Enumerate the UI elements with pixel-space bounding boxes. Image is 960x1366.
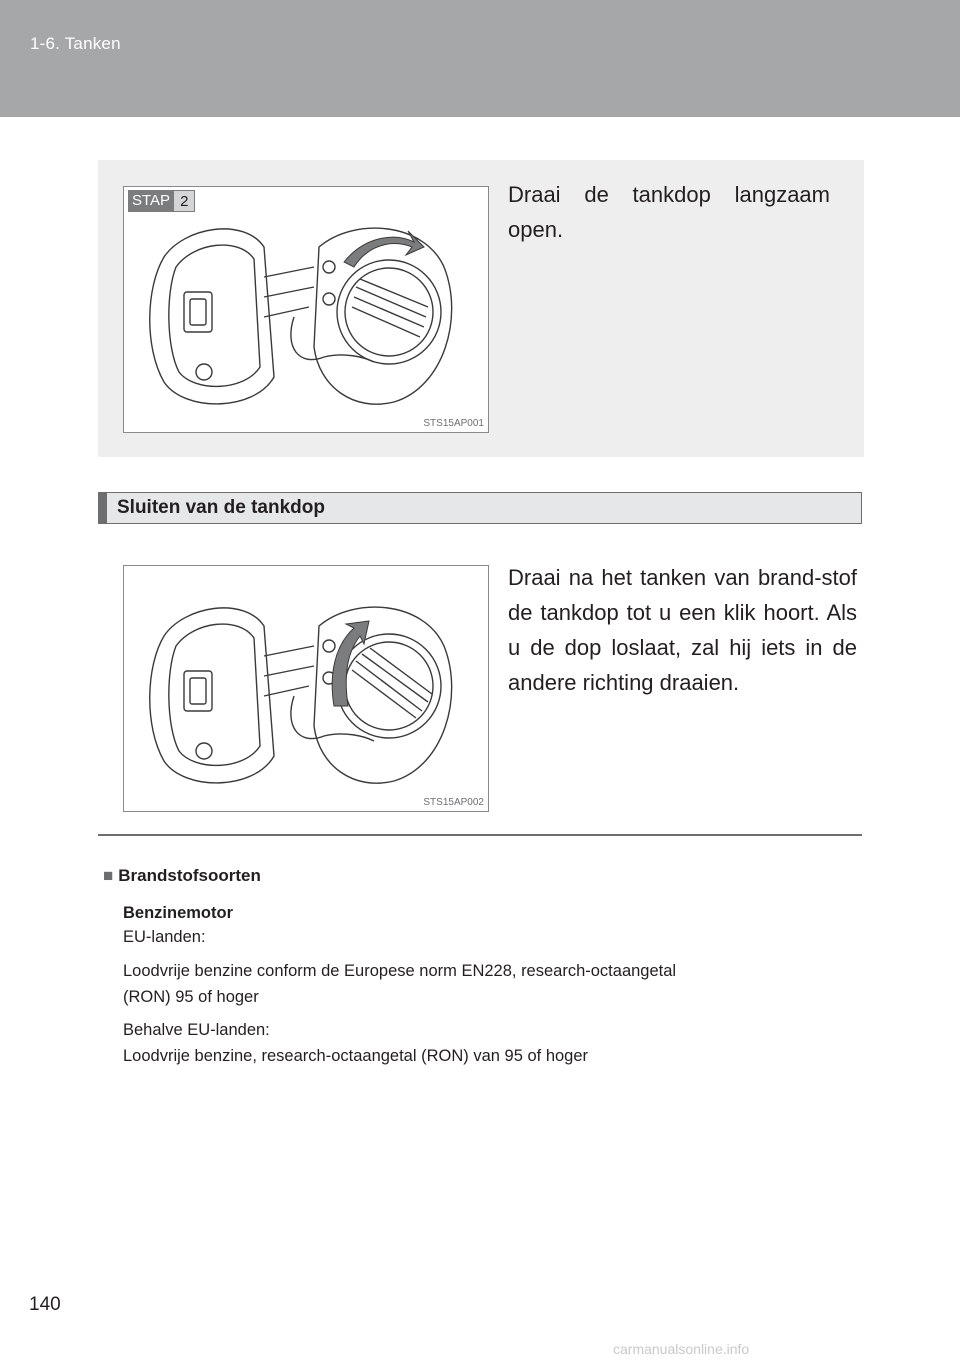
fuel-door-drawing-closing [124,566,488,811]
figure-code-closing: STS15AP002 [423,797,484,808]
section-heading-closing [98,492,862,524]
divider [98,834,862,836]
section-heading-text: Sluiten van de tankdop [117,497,325,518]
heading-marker [99,493,107,523]
step-badge [128,190,195,212]
step-instruction: Draai de tankdop langzaam open. [508,182,830,242]
fuel-cap-close-illustration [123,565,489,812]
eu-text-line2: (RON) 95 of hoger [123,988,259,1006]
non-eu-label: Behalve EU-landen: [123,1021,270,1039]
header-band [0,0,960,117]
note-heading [103,866,261,886]
non-eu-text: Loodvrije benzine, research-octaangetal (RON) van 95 of hoger [123,1047,589,1065]
square-bullet-icon: ■ [103,866,114,885]
fuel-cap-open-illustration [123,186,489,433]
step-badge-number: 2 [174,190,195,212]
eu-label: EU-landen: [123,928,206,946]
fuel-door-drawing [124,187,488,432]
step-badge-label: STAP [128,190,174,212]
watermark: carmanualsonline.info [613,1341,750,1357]
figure-code: STS15AP001 [423,418,484,429]
step-box [98,160,864,457]
engine-type: Benzinemotor [123,904,234,922]
eu-text-line1: Loodvrije benzine conform de Europese norm EN228, research-octaangetal [123,962,677,980]
section-title: 1-6. Tanken [30,34,121,53]
closing-instruction: Draai na het tanken van brand-stof de tankdop tot u een klik hoort. Als u de dop loslaat, zal hij iets in de andere richting draaien. [508,565,857,695]
note-heading-text: Brandstofsoorten [118,866,261,885]
page-number: 140 [29,1294,61,1315]
